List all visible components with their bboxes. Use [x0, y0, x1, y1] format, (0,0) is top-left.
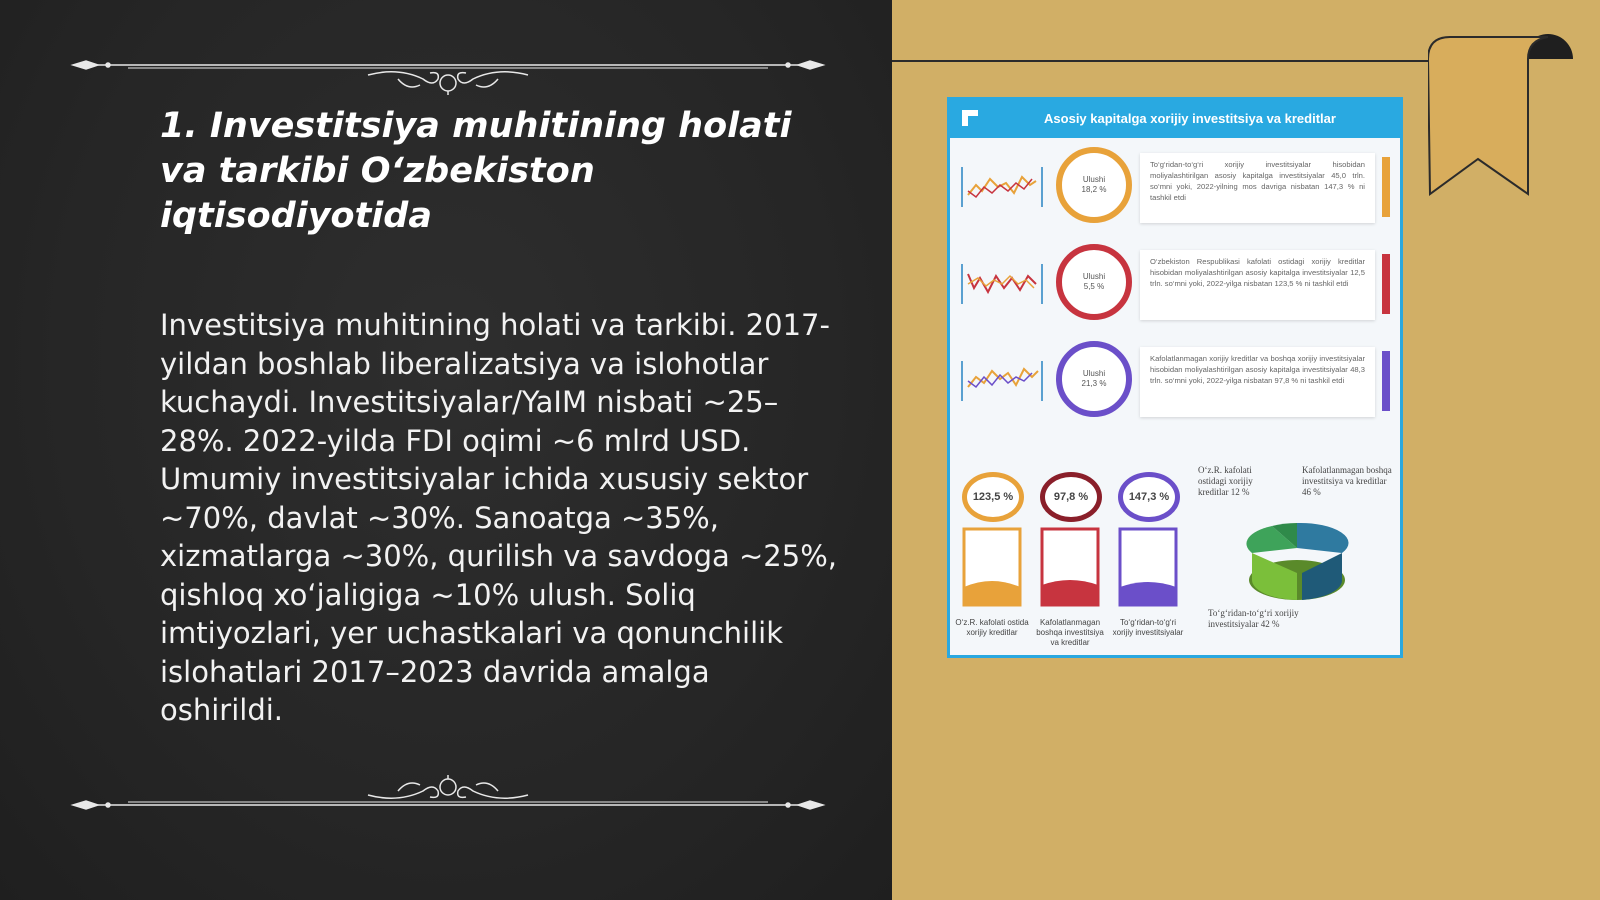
color-tab: [1382, 351, 1390, 411]
pie-label-direct: To‘g‘ridan-to‘g‘ri xorijiy investitsiyalar 42 %: [1208, 608, 1299, 629]
beaker-icon: [1114, 525, 1182, 615]
growth-gauge: [962, 472, 1022, 522]
row-description: O‘zbekiston Respublikasi kafolati ostidagi xorijiy kreditlar hisobidan moliyalashtirilgan asosiy kapitalga investitsiyalar 12,5 trln. so‘mni yoki, 2022-yilga nisbatan 123,5 % ni tashkil etdi: [1140, 250, 1375, 320]
infographic: [950, 100, 1400, 655]
growth-value: 147,3 %: [1118, 472, 1180, 522]
infographic-title: Asosiy kapitalga xorijiy investitsiya va kreditlar: [1044, 111, 1336, 126]
info-row: [960, 242, 1395, 324]
share-ring: [1056, 244, 1132, 320]
pie-label-unguaranteed: Kafolatlanmagan boshqa investitsiya va kreditlar 46 %: [1302, 465, 1392, 497]
share-ring: [1056, 341, 1132, 417]
infographic-header: [950, 100, 1400, 138]
color-tab: [1382, 157, 1390, 217]
sparkline-icon: [960, 157, 1046, 215]
share-label: Ulushi: [1082, 272, 1106, 281]
slide-title: 1. Investitsiya muhitining holati va tarkibi O‘zbekiston iqtisodiyotida: [160, 106, 792, 236]
share-label: Ulushi: [1082, 369, 1106, 378]
sparkline-icon: [960, 351, 1046, 409]
growth-gauge: [1040, 472, 1100, 522]
slide-body-text: Investitsiya muhitining holati va tarkibi. 2017-yildan boshlab liberalizatsiya va islohotlar kuchaydi. Investitsiyalar/YaIM nisbati ~25–28%. 2022-yilda FDI oqimi ~6 mlrd USD. Umumiy investitsiyalar ichida xususiy sektor ~70%, davlat ~30%. Sanoatga ~35%, xizmatlarga ~30%, qurilish va savdoga ~25%, qishloq xo‘jaligiga ~10% ulush. Soliq imtiyozlari, yer uchastkalari va qonunchilik islohatlari 2017–2023 davrida amalga oshirildi.: [160, 308, 837, 727]
ornament-bottom: [68, 775, 828, 825]
pie-chart: [1242, 508, 1352, 618]
share-ring: [1056, 147, 1132, 223]
row-description: Kafolatlanmagan xorijiy kreditlar va boshqa xorijiy investitsiyalar hisobidan moliyalashtirilgan asosiy kapitalga investitsiyalar 48,3 trln. so‘mni yoki, 2022-yilga nisbatan 97,8 % ni tashkil etdi: [1140, 347, 1375, 417]
share-value: 18,2 %: [1081, 185, 1107, 194]
info-row: [960, 145, 1395, 227]
growth-gauge: [1118, 472, 1178, 522]
beaker-icon: [1036, 525, 1104, 615]
growth-label: To‘g‘ridan-to‘g‘ri xorijiy investitsiyalar: [1112, 618, 1184, 637]
growth-value: 97,8 %: [1040, 472, 1102, 522]
divider-line: [892, 60, 1432, 62]
growth-label: Kafolatlanmagan boshqa investitsiya va kreditlar: [1036, 618, 1104, 647]
share-value: 21,3 %: [1081, 379, 1107, 388]
beaker-icon: [958, 525, 1026, 615]
logo-icon: [960, 108, 980, 128]
sparkline-icon: [960, 254, 1046, 312]
bookmark-ribbon: [1428, 34, 1578, 204]
pie-label-guaranteed: O‘z.R. kafolati ostidagi xorijiy kreditlar 12 %: [1198, 465, 1253, 497]
share-label: Ulushi: [1082, 175, 1106, 184]
growth-value: 123,5 %: [962, 472, 1024, 522]
info-row: [960, 339, 1395, 421]
row-description: To‘g‘ridan-to‘g‘ri xorijiy investitsiyalar hisobidan moliyalashtirilgan asosiy kapitalga investitsiyalar 45,0 trln. so‘mni yoki, 2022-yilning mos davriga nisbatan 147,3 % ni tashkil etdi: [1140, 153, 1375, 223]
share-value: 5,5 %: [1083, 282, 1105, 291]
ornament-top: [68, 45, 828, 95]
growth-label: O‘z.R. kafolati ostida xorijiy kreditlar: [955, 618, 1029, 637]
color-tab: [1382, 254, 1390, 314]
